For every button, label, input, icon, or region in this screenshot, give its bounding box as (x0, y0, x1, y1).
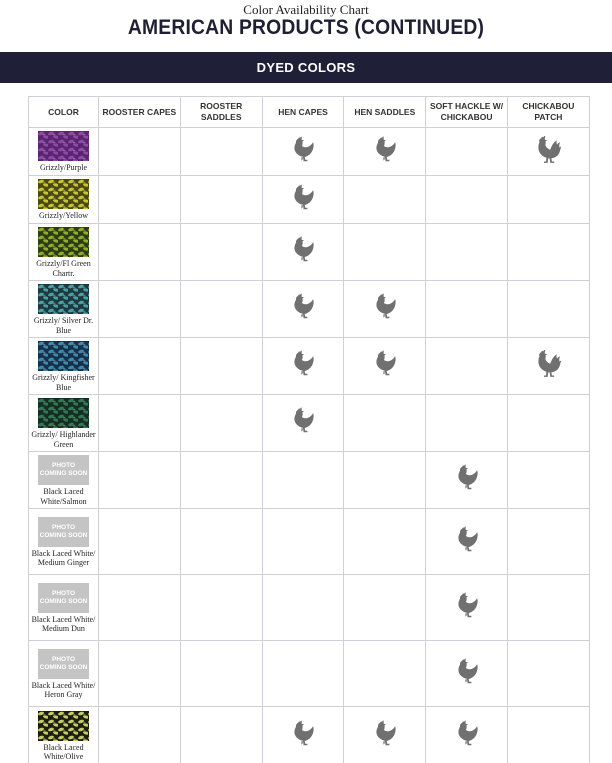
hen-icon (452, 464, 482, 496)
color-cell (29, 338, 99, 395)
page-title: AMERICAN PRODUCTS (CONTINUED) (127, 16, 485, 39)
rooster-icon (532, 135, 564, 169)
availability-cell (507, 509, 589, 575)
availability-table (28, 96, 590, 763)
availability-cell (426, 575, 508, 641)
hen-icon (452, 592, 482, 624)
availability-cell (344, 452, 426, 509)
availability-cell (344, 395, 426, 452)
availability-cell (344, 128, 426, 176)
color-cell (29, 128, 99, 176)
color-swatch (38, 711, 89, 741)
availability-cell (344, 509, 426, 575)
hen-icon (288, 184, 318, 216)
color-cell (29, 176, 99, 224)
availability-cell (180, 452, 262, 509)
table-row (29, 281, 590, 338)
color-name: Black Laced White/ Heron Gray (31, 680, 96, 699)
availability-cell (262, 176, 344, 224)
availability-cell (99, 575, 181, 641)
availability-cell (180, 395, 262, 452)
availability-cell (99, 338, 181, 395)
color-name: Black Laced White/Salmon (40, 487, 87, 506)
availability-cell (180, 338, 262, 395)
table-row (29, 128, 590, 176)
availability-cell (180, 509, 262, 575)
color-swatch (38, 398, 89, 428)
availability-cell (99, 707, 181, 763)
availability-cell (262, 575, 344, 641)
availability-cell (507, 452, 589, 509)
photo-coming-soon-placeholder: PHOTO COMING SOON (38, 517, 89, 547)
hen-icon (370, 136, 400, 168)
availability-cell (180, 281, 262, 338)
table-row (29, 707, 590, 763)
availability-cell (99, 224, 181, 281)
color-swatch (38, 179, 89, 209)
table-row (29, 338, 590, 395)
column-header-hen-saddles: HEN SADDLES (344, 97, 426, 128)
availability-cell (507, 338, 589, 395)
availability-cell (262, 641, 344, 707)
table-row (29, 224, 590, 281)
availability-cell (180, 128, 262, 176)
availability-cell (180, 707, 262, 763)
availability-cell (344, 575, 426, 641)
color-name: Black Laced White/Olive (43, 742, 84, 761)
color-cell (29, 452, 99, 509)
availability-cell (99, 452, 181, 509)
availability-cell (426, 224, 508, 281)
availability-cell (507, 128, 589, 176)
availability-cell (426, 509, 508, 575)
color-cell (29, 509, 99, 575)
color-swatch (38, 131, 89, 161)
availability-cell (99, 509, 181, 575)
availability-cell (344, 707, 426, 763)
photo-coming-soon-placeholder: PHOTO COMING SOON (38, 455, 89, 485)
hen-icon (288, 407, 318, 439)
table-row (29, 452, 590, 509)
color-cell (29, 395, 99, 452)
availability-cell (426, 176, 508, 224)
availability-cell (262, 224, 344, 281)
column-header-hen-capes: HEN CAPES (262, 97, 344, 128)
availability-cell (262, 452, 344, 509)
color-cell (29, 575, 99, 641)
column-header-rooster-capes: ROOSTER CAPES (99, 97, 181, 128)
section-band: DYED COLORS (0, 52, 612, 83)
color-name: Black Laced White/ Medium Dun (31, 614, 96, 633)
color-swatch (38, 341, 89, 371)
availability-cell (507, 281, 589, 338)
availability-cell (426, 281, 508, 338)
hen-icon (370, 293, 400, 325)
availability-cell (426, 452, 508, 509)
color-swatch (38, 227, 89, 257)
availability-cell (99, 395, 181, 452)
color-name: Grizzly/Purple (39, 163, 88, 173)
table-row (29, 395, 590, 452)
hen-icon (370, 720, 400, 752)
availability-cell (426, 338, 508, 395)
availability-cell (180, 641, 262, 707)
availability-cell (262, 707, 344, 763)
hen-icon (288, 350, 318, 382)
hen-icon (452, 526, 482, 558)
availability-cell (507, 224, 589, 281)
availability-cell (180, 176, 262, 224)
column-header-rooster-saddles: ROOSTER SADDLES (180, 97, 262, 128)
availability-cell (344, 176, 426, 224)
availability-cell (262, 395, 344, 452)
hen-icon (370, 350, 400, 382)
color-name: Grizzly/ Kingfisher Blue (32, 373, 95, 392)
column-header-color: COLOR (29, 97, 99, 128)
color-cell (29, 707, 99, 763)
availability-cell (507, 395, 589, 452)
chart-subtitle: Color Availability Chart (243, 2, 369, 17)
availability-cell (344, 281, 426, 338)
hen-icon (288, 236, 318, 268)
photo-coming-soon-placeholder: PHOTO COMING SOON (38, 649, 89, 679)
rooster-icon (532, 349, 564, 383)
availability-cell (426, 641, 508, 707)
availability-cell (262, 338, 344, 395)
hen-icon (452, 658, 482, 690)
availability-cell (507, 575, 589, 641)
availability-cell (507, 707, 589, 763)
color-cell (29, 281, 99, 338)
color-name: Black Laced White/ Medium Ginger (31, 548, 96, 567)
table-row (29, 176, 590, 224)
color-name: Grizzly/ Highlander Green (31, 430, 96, 449)
table-row (29, 575, 590, 641)
availability-cell (99, 128, 181, 176)
hen-icon (288, 720, 318, 752)
color-cell (29, 641, 99, 707)
availability-cell (99, 641, 181, 707)
availability-cell (426, 128, 508, 176)
availability-cell (99, 176, 181, 224)
availability-cell (262, 128, 344, 176)
column-header-soft-hackle: SOFT HACKLE W/ CHICKABOU (426, 97, 508, 128)
hen-icon (288, 136, 318, 168)
availability-cell (507, 641, 589, 707)
color-name: Grizzly/Fl Green Chartr. (36, 259, 91, 278)
color-name: Grizzly/Yellow (39, 211, 88, 221)
table-row (29, 509, 590, 575)
availability-cell (262, 281, 344, 338)
hen-icon (452, 720, 482, 752)
hen-icon (288, 293, 318, 325)
availability-cell (344, 338, 426, 395)
color-name: Grizzly/ Silver Dr. Blue (33, 316, 94, 335)
availability-cell (99, 281, 181, 338)
availability-cell (180, 575, 262, 641)
column-header-chickabou-patch: CHICKABOU PATCH (507, 97, 589, 128)
header-row (29, 97, 590, 128)
availability-cell (344, 641, 426, 707)
photo-coming-soon-placeholder: PHOTO COMING SOON (38, 583, 89, 613)
color-cell (29, 224, 99, 281)
availability-cell (344, 224, 426, 281)
availability-cell (426, 395, 508, 452)
table-row (29, 641, 590, 707)
color-swatch (38, 284, 89, 314)
availability-cell (507, 176, 589, 224)
availability-cell (262, 509, 344, 575)
availability-cell (426, 707, 508, 763)
availability-cell (180, 224, 262, 281)
